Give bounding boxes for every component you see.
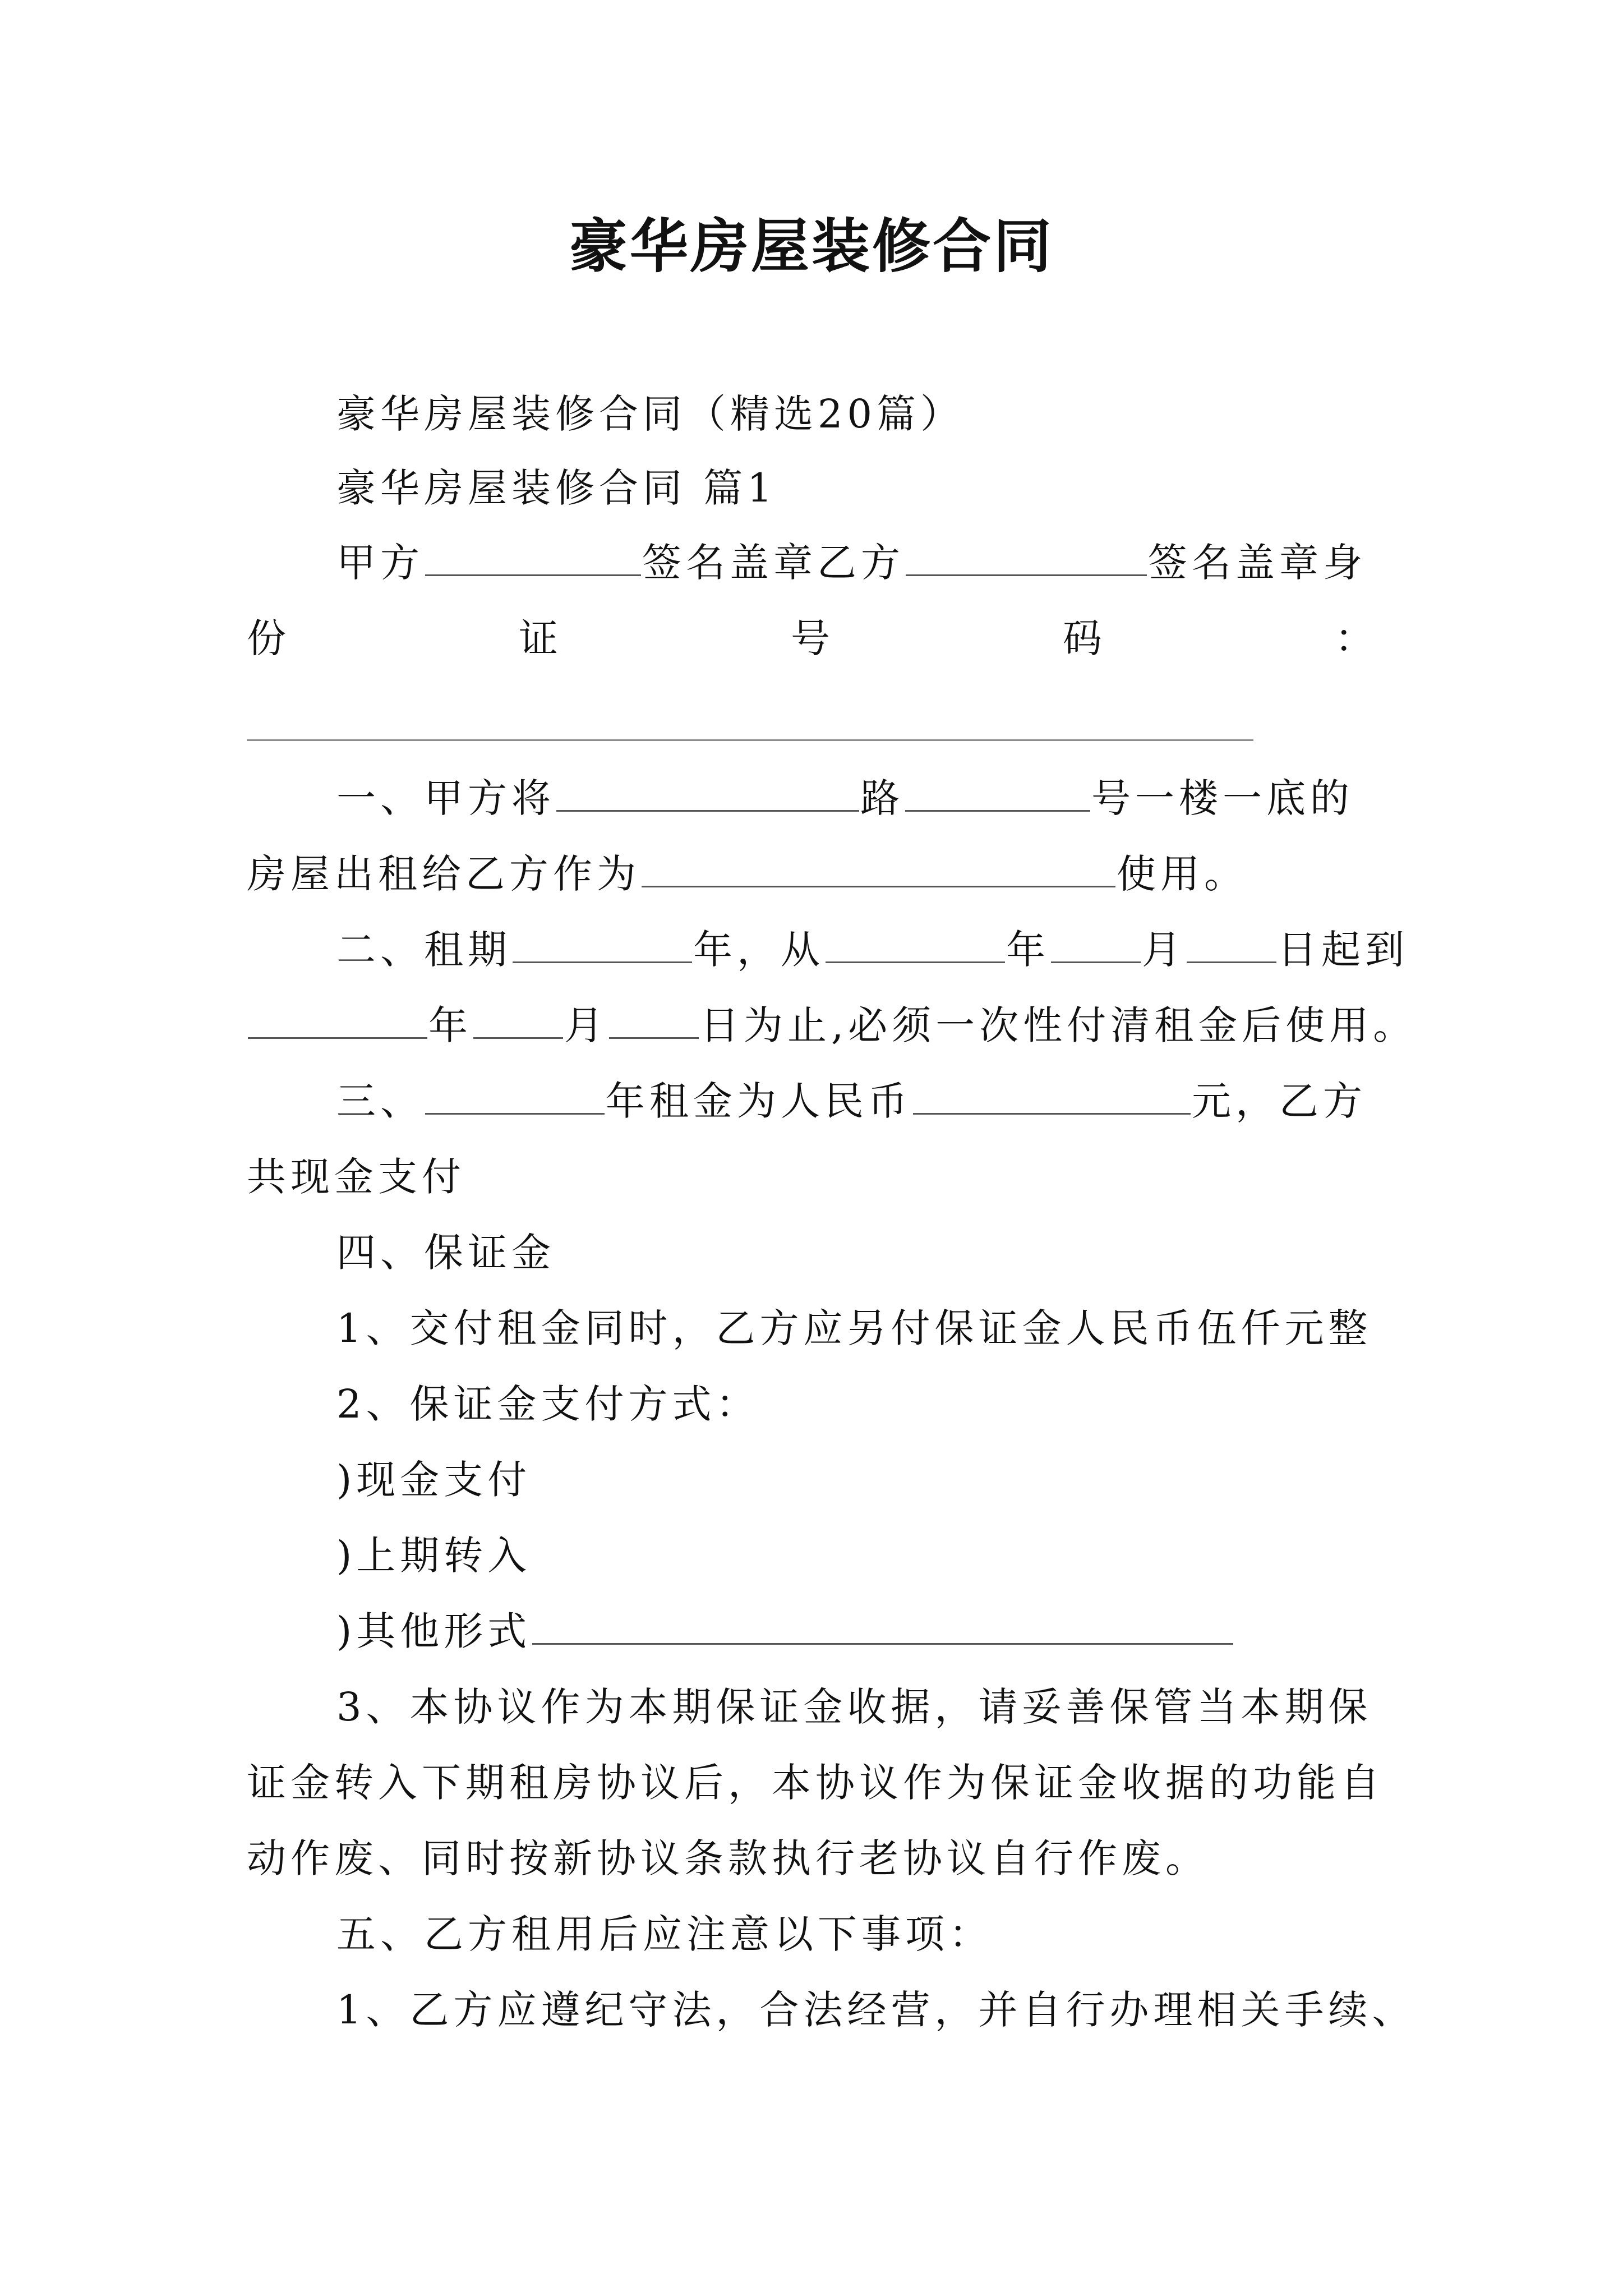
party-line xyxy=(336,536,1367,590)
number-blank xyxy=(905,776,1090,812)
clause-4-item-3-line-1: 3、本协议作为本期保证金收据，请妥善保管当本期保 xyxy=(336,1684,1372,1730)
clause-text: 路 xyxy=(860,775,904,821)
clause-text: 元，乙方 xyxy=(1192,1078,1367,1124)
clause-text: 月 xyxy=(564,1002,608,1048)
other-form-blank xyxy=(532,1609,1233,1645)
id-char: 号 xyxy=(791,615,830,661)
clause-text: 一、甲方将 xyxy=(336,775,555,821)
sign-seal-label-2: 签名盖章身 xyxy=(1148,540,1367,586)
document-subtitle: 豪华房屋装修合同（精选20篇） xyxy=(336,391,965,437)
clause-text: 房屋出租给乙方作为 xyxy=(247,851,640,897)
end-month-blank xyxy=(473,1004,563,1039)
clause-1-line-2 xyxy=(247,847,1248,901)
clause-4-heading: 四、保证金 xyxy=(336,1230,555,1276)
clause-text: 月 xyxy=(1142,927,1186,973)
usage-blank xyxy=(642,852,1115,887)
clause-2-line-1 xyxy=(336,923,1409,977)
clause-text: 年 xyxy=(1006,927,1050,973)
clause-5-heading: 五、乙方租用后应注意以下事项： xyxy=(336,1911,993,1957)
party-a-label: 甲方 xyxy=(336,540,424,586)
id-number-underline xyxy=(247,739,1253,741)
payment-option-other xyxy=(336,1604,1234,1658)
id-char: 份 xyxy=(247,615,286,661)
clause-text: 号一楼一底的 xyxy=(1091,775,1354,821)
id-number-line xyxy=(247,611,1374,665)
clause-text: 日起到 xyxy=(1278,927,1409,973)
start-month-blank xyxy=(1051,928,1141,963)
payment-option-cash: )现金支付 xyxy=(336,1457,532,1503)
party-a-blank xyxy=(425,541,641,576)
start-year-blank xyxy=(826,928,1005,963)
start-day-blank xyxy=(1187,928,1276,963)
id-char: 证 xyxy=(519,615,558,661)
clause-text: 年，从 xyxy=(693,927,824,973)
clause-text: 日为止,必须一次性付清租金后使用。 xyxy=(700,1002,1417,1048)
payment-option-transfer: )上期转入 xyxy=(336,1533,532,1579)
clause-3-line-2: 共现金支付 xyxy=(247,1154,465,1200)
clause-text: 二、租期 xyxy=(336,927,511,973)
term-years-blank xyxy=(513,928,692,963)
rent-year-blank xyxy=(425,1079,605,1115)
clause-text: 年 xyxy=(428,1002,472,1048)
end-day-blank xyxy=(609,1004,699,1039)
clause-1-line-1 xyxy=(336,771,1354,825)
clause-text: 年租金为人民币 xyxy=(606,1078,912,1124)
clause-text: )其他形式 xyxy=(336,1608,532,1654)
clause-4-item-1: 1、交付租金同时，乙方应另付保证金人民币伍仟元整 xyxy=(336,1305,1372,1351)
street-blank xyxy=(556,776,859,812)
clause-4-item-3-line-3: 动作废、同时按新协议条款执行老协议自行作废。 xyxy=(247,1835,1209,1881)
section-title: 豪华房屋装修合同 篇1 xyxy=(336,465,777,511)
id-char: 码 xyxy=(1063,615,1102,661)
clause-4-item-3-line-2: 证金转入下期租房协议后，本协议作为保证金收据的功能自 xyxy=(247,1760,1384,1806)
clause-5-item-1: 1、乙方应遵纪守法，合法经营，并自行办理相关手续、 xyxy=(336,1987,1416,2033)
clause-text: 使用。 xyxy=(1117,851,1248,897)
party-b-blank xyxy=(906,541,1147,576)
sign-seal-label: 签名盖章乙方 xyxy=(642,540,905,586)
clause-3-line-1 xyxy=(336,1074,1367,1128)
clause-text: 三、 xyxy=(336,1078,424,1124)
end-year-blank xyxy=(248,1004,427,1039)
clause-4-item-2: 2、保证金支付方式： xyxy=(336,1381,760,1427)
rent-amount-blank xyxy=(913,1079,1191,1115)
document-title: 豪华房屋装修合同 xyxy=(569,211,1054,280)
id-char: ： xyxy=(1335,615,1374,661)
clause-2-line-2 xyxy=(247,999,1417,1052)
